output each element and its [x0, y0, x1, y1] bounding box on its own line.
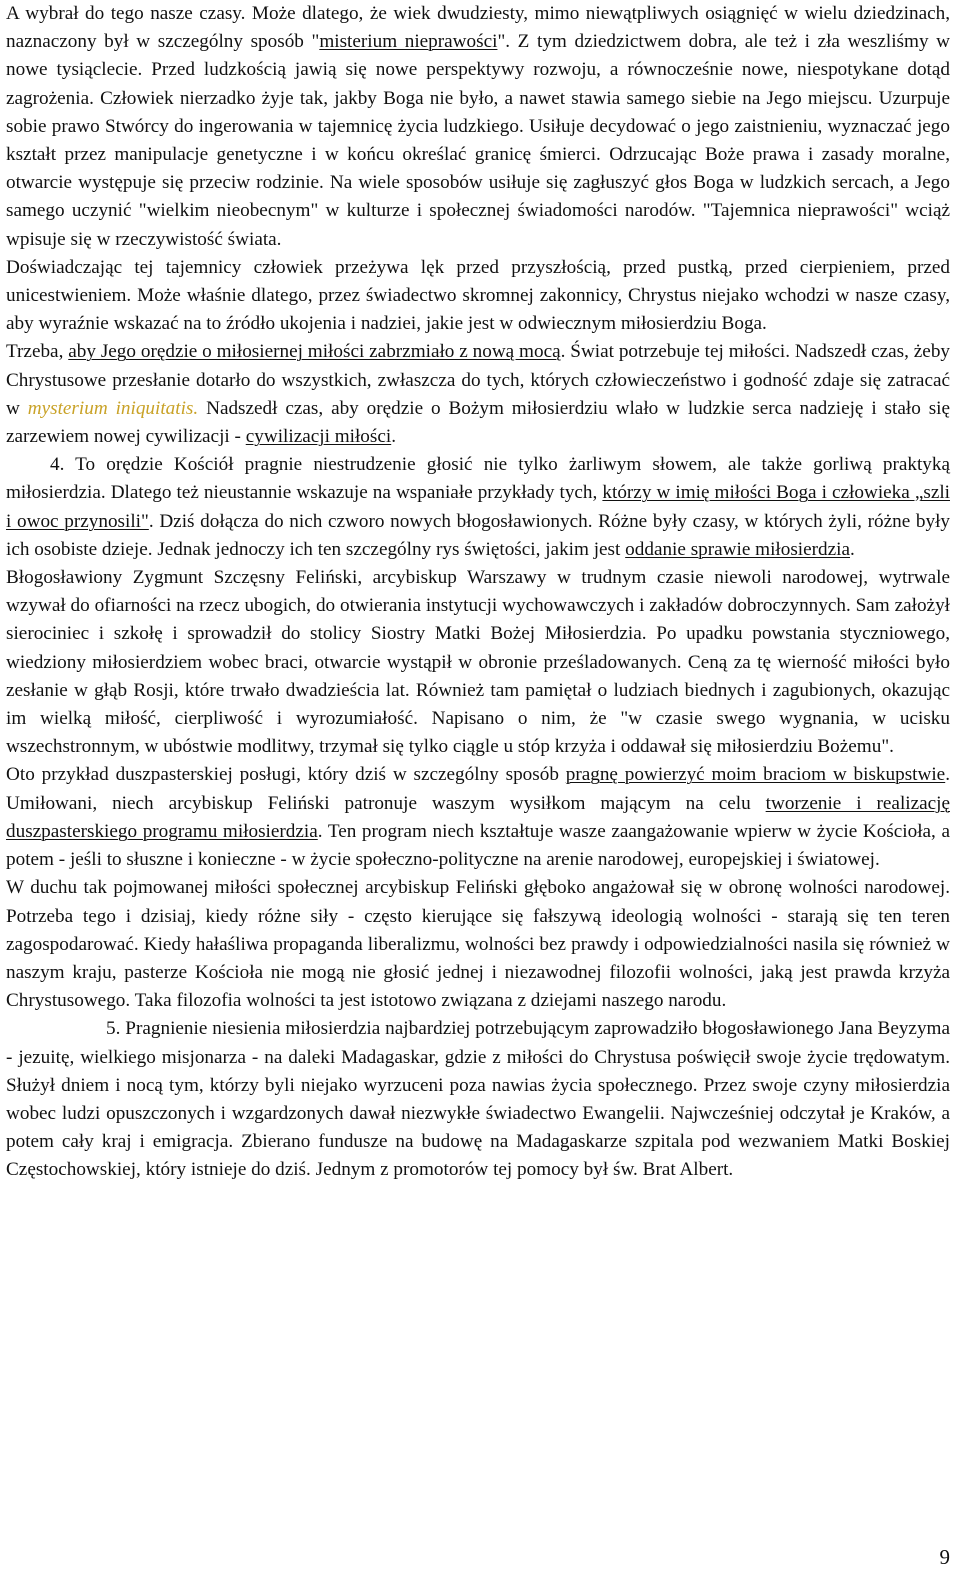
paragraph-text: . Dziś dołącza do nich czworo nowych błogosławionych. Różne były czasy, w których żyli, różne były ich osobiste dzieje. Jednak jednoczy ich ten szczególny rys świętości, jakim jest: [6, 510, 951, 560]
paragraph-text: . Umiłowani, niech arcybiskup Feliński patronuje waszym wysiłkom mającym na celu: [6, 764, 950, 814]
paragraph-section-4: [6, 451, 950, 564]
paragraph-text: Trzeba,: [6, 341, 69, 363]
paragraph-text: Oto przykład duszpasterskiej posługi, który dziś w szczególny sposób: [6, 764, 566, 786]
paragraph-section-5: 5. Pragnienie niesienia miłosierdzia najbardziej potrzebującym zaprowadziło błogosławionego Jana Beyzyma - jezuitę, wielkiego misjonarza - na daleki Madagaskar, gdzie z miłości do Chrystusa poświęcił swoje życie trędowatym. Służył dniem i nocą tym, którzy byli niejako wyrzuceni poza nawias życia społecznego. Przez swoje czyny miłosierdzia wobec ludzi opuszczonych i wzgardzonych dawał niezwykłe świadectwo Ewangelii. Najwcześniej odczytał je Kraków, a potem cały kraj i emigracja. Zbierano fundusze na budowę na Madagaskarze szpitala pod wezwaniem Matki Boskiej Częstochowskiej, który istnieje do dziś. Jednym z promotorów tej pomocy był św. Brat Albert.: [6, 1018, 950, 1181]
paragraph-text: 4. To orędzie Kościół pragnie niestrudzenie głosić nie tylko żarliwym słowem, ale także gorliwą praktyką miłosierdzia. Dlatego też nieustannie wskazuje na wspaniałe przykłady tych,: [6, 454, 950, 504]
paragraph-intro: [6, 0, 950, 254]
link-szli-i-owoc-przynosili[interactable]: którzy w imię miłości Boga i człowieka „szli i owoc przynosili": [6, 482, 950, 532]
paragraph-message: [6, 338, 950, 451]
link-misterium-nieprawosci[interactable]: misterium nieprawości: [319, 31, 498, 53]
paragraph-text: ". Z tym dziedzictwem dobra, ale też i zła weszliśmy w nowe tysiąclecie. Przed ludzkością jawią się nowe perspektywy rozwoju, a równocześnie nowe, niespotykane dotąd zagrożenia. Człowiek nierzadko żyje tak, jakby Boga nie było, a nawet stawia samego siebie na Jego miejscu. Uzurpuje sobie prawo Stwórcy do ingerowania w tajemnicę życia ludzkiego. Usiłuje decydować o jego zaistnieniu, wyznaczać jego kształt przez manipulacje genetyczne i w końcu określać granicę śmierci. Odrzucając Boże prawa i zasady moralne, otwarcie występuje się przeciw rodzinie. Na wiele sposobów usiłuje się zagłuszyć głos Boga w ludzkich sercach, a Jego samego uczynić "wielkim nieobecnym" w kulturze i społecznej świadomości narodów. "Tajemnica nieprawości" wciąż wpisuje się w rzeczywistość świata.: [6, 31, 950, 250]
paragraph-text: A wybrał do tego nasze czasy. Może dlatego, że wiek dwudziesty, mimo niewątpliwych osiągnięć w wielu dziedzinach, naznaczony był w szczególny sposób ": [6, 3, 950, 53]
paragraph-text: .: [850, 538, 855, 560]
link-oredzie-nowa-moca[interactable]: aby Jego orędzie o miłosiernej miłości zabrzmiało z nową mocą: [68, 341, 561, 363]
paragraph-pastoral: [6, 761, 950, 874]
paragraph-fear: Doświadczając tej tajemnicy człowiek przeżywa lęk przed przyszłością, przed pustką, przed cierpieniem, przed unicestwieniem. Może właśnie dlatego, przez świadectwo skromnej zakonnicy, Chrystus niejako wchodzi w nasze czasy, aby wyraźnie wskazać na to źródło ukojenia i nadziei, jakie jest w odwiecznym miłosierdziu Boga.: [6, 256, 950, 335]
paragraph-freedom: W duchu tak pojmowanej miłości społecznej arcybiskup Feliński głęboko angażował się w obronę wolności narodowej. Potrzeba tego i dzisiaj, kiedy różne siły - często kierujące się fałszywą ideologią wolności - starają się ten teren zagospodarować. Kiedy hałaśliwa propaganda liberalizmu, wolności bez prawdy i odpowiedzialności nasila się również w naszym kraju, pasterze Kościoła nie mogą nie głosić jednej i niezawodnej filozofii wolności, jaką jest prawda krzyża Chrystusowego. Taka filozofia wolności ta jest istotowo związana z dziejami naszego narodu.: [6, 877, 950, 1012]
latin-phrase: mysterium iniquitatis.: [27, 397, 199, 419]
paragraph-text: .: [391, 426, 396, 448]
link-oddanie-sprawie-milosierdzia[interactable]: oddanie sprawie miłosierdzia: [625, 538, 851, 560]
paragraph-felinski: Błogosławiony Zygmunt Szczęsny Feliński, arcybiskup Warszawy w trudnym czasie niewoli narodowej, wytrwale wzywał do ofiarności na rzecz ubogich, do otwierania instytucji wychowawczych i zakładów dobroczynnych. Sam założył sierociniec i szkołę i sprowadził do stolicy Siostry Matki Bożej Miłosierdzia. Po upadku powstania styczniowego, wiedziony miłosierdziem wobec braci, otwarcie wystąpił w obronie prześladowanych. Ceną za tę wierność miłości było zesłanie w głąb Rosji, które trwało dwadzieścia lat. Również tam pamiętał o ludziach biednych i zagubionych, okazując im wielką miłość, cierpliwość i wyrozumiałość. Napisano o nim, że "w czasie swego wygnania, w ucisku wszechstronnym, w ubóstwie modlitwy, trzymał się tylko ciągle u stóp krzyża i oddawał się miłosierdziu Bożemu".: [6, 567, 950, 758]
document-body: [6, 0, 950, 1185]
paragraph-text: . Świat potrzebuje tej miłości. Nadszedł czas, żeby Chrystusowe przesłanie dotarło do wszystkich, zwłaszcza do tych, których człowieczeństwo i godność zdaje się zatracać w: [6, 341, 951, 419]
paragraph-text: Nadszedł czas, aby orędzie o Bożym miłosierdziu wlało w ludzkie serca nadzieję i stało się zarzewiem nowej cywilizacji -: [6, 397, 951, 448]
link-cywilizacji-milosci[interactable]: cywilizacji miłości: [245, 426, 392, 448]
link-bracia-w-biskupstwie[interactable]: pragnę powierzyć moim braciom w biskupstwie: [565, 764, 946, 786]
link-program-milosierdzia[interactable]: tworzenie i realizację duszpasterskiego programu miłosierdzia: [6, 792, 950, 842]
paragraph-text: . Ten program niech kształtuje wasze zaangażowanie wpierw w życie Kościoła, a potem - jeśli to słuszne i konieczne - w życie społeczno-polityczne na arenie narodowej, europejskiej i światowej.: [6, 820, 950, 871]
page-number: 9: [939, 1545, 950, 1569]
